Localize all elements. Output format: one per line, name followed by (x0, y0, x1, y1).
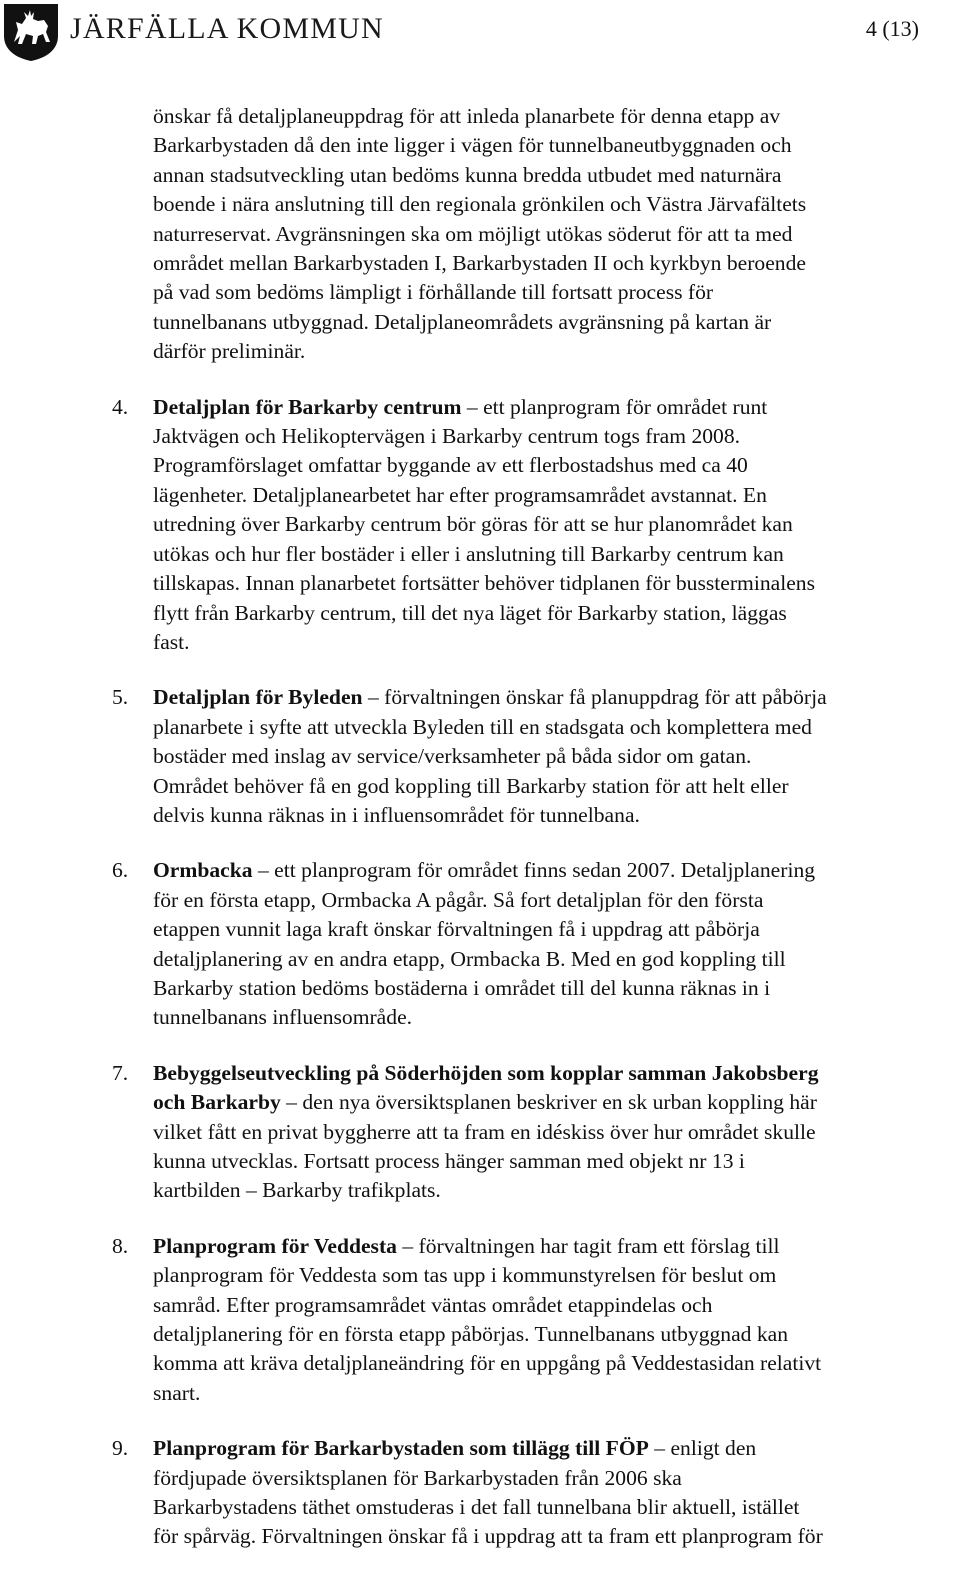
list-item (0, 683, 960, 830)
list-item-title: Ormbacka (153, 858, 253, 883)
list-item-body (153, 856, 953, 1032)
list-item-number: 7. (112, 1060, 129, 1085)
list-item-number: 8. (112, 1233, 129, 1258)
list-item-title: Detaljplan för Barkarby centrum (153, 394, 462, 419)
list-item-text: – förvaltningen har tagit fram ett förslag till planprogram för Veddesta som tas upp i kommunstyrelsen för beslut om samråd. Efter programsamrådet väntas området etappindelas och detaljplanering för en första etapp påbörjas. Tunnelbanans utbyggnad kan komma att kräva detaljplaneändring för en uppgång på Veddestasidan relativt snart. (153, 1233, 822, 1405)
list-item-number: 9. (112, 1436, 129, 1461)
municipality-logo-text: JÄRFÄLLA KOMMUN (70, 12, 384, 45)
list-item-number: 4. (112, 394, 129, 419)
list-item-body (153, 1232, 953, 1408)
list-item (0, 856, 960, 1032)
list-item-title: Planprogram för Veddesta (153, 1233, 397, 1258)
page-header (0, 0, 960, 70)
list-item-number: 6. (112, 858, 129, 883)
intro-paragraph: önskar få detaljplaneuppdrag för att inleda planarbete för denna etapp av Barkarbystaden då den inte ligger i vägen för tunnelbaneutbyggnaden och annan stadsutveckling utan bedöms kunna bredda utbudet med naturnära boende i nära anslutning till den regionala grönkilen och Västra Järvafältets naturreservat. Avgränsningen ska om möjligt utökas söderut för att ta med området mellan Barkarbystaden I, Barkarbystaden II och kyrkbyn beroende på vad som bedöms lämpligt i förhållande till fortsatt process för tunnelbanans utbyggnad. Detaljplaneområdets avgränsning på kartan är därför preliminär. (153, 104, 807, 364)
list-item-title: Planprogram för Barkarbystaden som tillägg till FÖP (153, 1436, 649, 1461)
list-item-body (153, 1059, 953, 1206)
list-item-text: – förvaltningen önskar få planuppdrag för att påbörja planarbete i syfte att utveckla Byleden till en stadsgata och komplettera med bostäder med inslag av service/verksamheter på båda sidor om gatan. Området behöver få en god koppling till Barkarby station för att helt eller delvis kunna räknas in i influensområdet för tunnelbana. (153, 685, 827, 827)
list-item-text: – den nya översiktsplanen beskriver en sk urban koppling här vilket fått en privat byggherre att ta fram en idéskiss över hur området skulle kunna utvecklas. Fortsatt process hänger samman med objekt nr 13 i kartbilden – Barkarby trafikplats. (153, 1090, 817, 1203)
list-item-body (153, 1434, 953, 1552)
list-item (0, 1059, 960, 1206)
list-item-title: Bebyggelseutveckling på Söderhöjden som kopplar samman Jakobsberg och Barkarby (153, 1060, 819, 1115)
list-item-number: 5. (112, 685, 129, 710)
list-item (0, 1434, 960, 1552)
municipal-coat-of-arms-icon (2, 2, 60, 62)
list-item-text: – ett planprogram för området runt Jaktvägen och Helikoptervägen i Barkarby centrum togs fram 2008. Programförslaget omfattar byggande av ett flerbostadshus med ca 40 lägenheter. Detaljplanearbetet har efter programsamrådet avstannat. En utredning över Barkarby centrum bör göras för att se hur planområdet kan utökas och hur fler bostäder i eller i anslutning till Barkarby centrum kan tillskapas. Innan planarbetet fortsätter behöver tidplanen för bussterminalens flytt från Barkarby centrum, till det nya läget för Barkarby station, läggas fast. (153, 394, 815, 654)
list-item (0, 1232, 960, 1408)
list-item-body (153, 683, 953, 830)
document-body (0, 102, 960, 1552)
list-item-title: Detaljplan för Byleden (153, 685, 363, 710)
list-item (0, 393, 960, 658)
page-number: 4 (13) (865, 16, 919, 41)
list-item-body (153, 393, 953, 658)
list-item-text: – enligt den fördjupade översiktsplanen för Barkarbystaden från 2006 ska Barkarbystadens täthet omstuderas i det fall tunnelbana blir aktuell, istället för spårväg. Förvaltningen önskar få i uppdrag att ta fram ett planprogram för (153, 1436, 823, 1549)
list-item-text: – ett planprogram för området finns sedan 2007. Detaljplanering för en första etapp, Ormbacka A pågår. Så fort detaljplan för den första etappen vunnit laga kraft önskar förvaltningen få i uppdrag att påbörja detaljplanering av en andra etapp, Ormbacka B. Med en god koppling till Barkarby station bedöms bostäderna i området till del kunna räknas in i tunnelbanans influensområde. (153, 858, 816, 1030)
